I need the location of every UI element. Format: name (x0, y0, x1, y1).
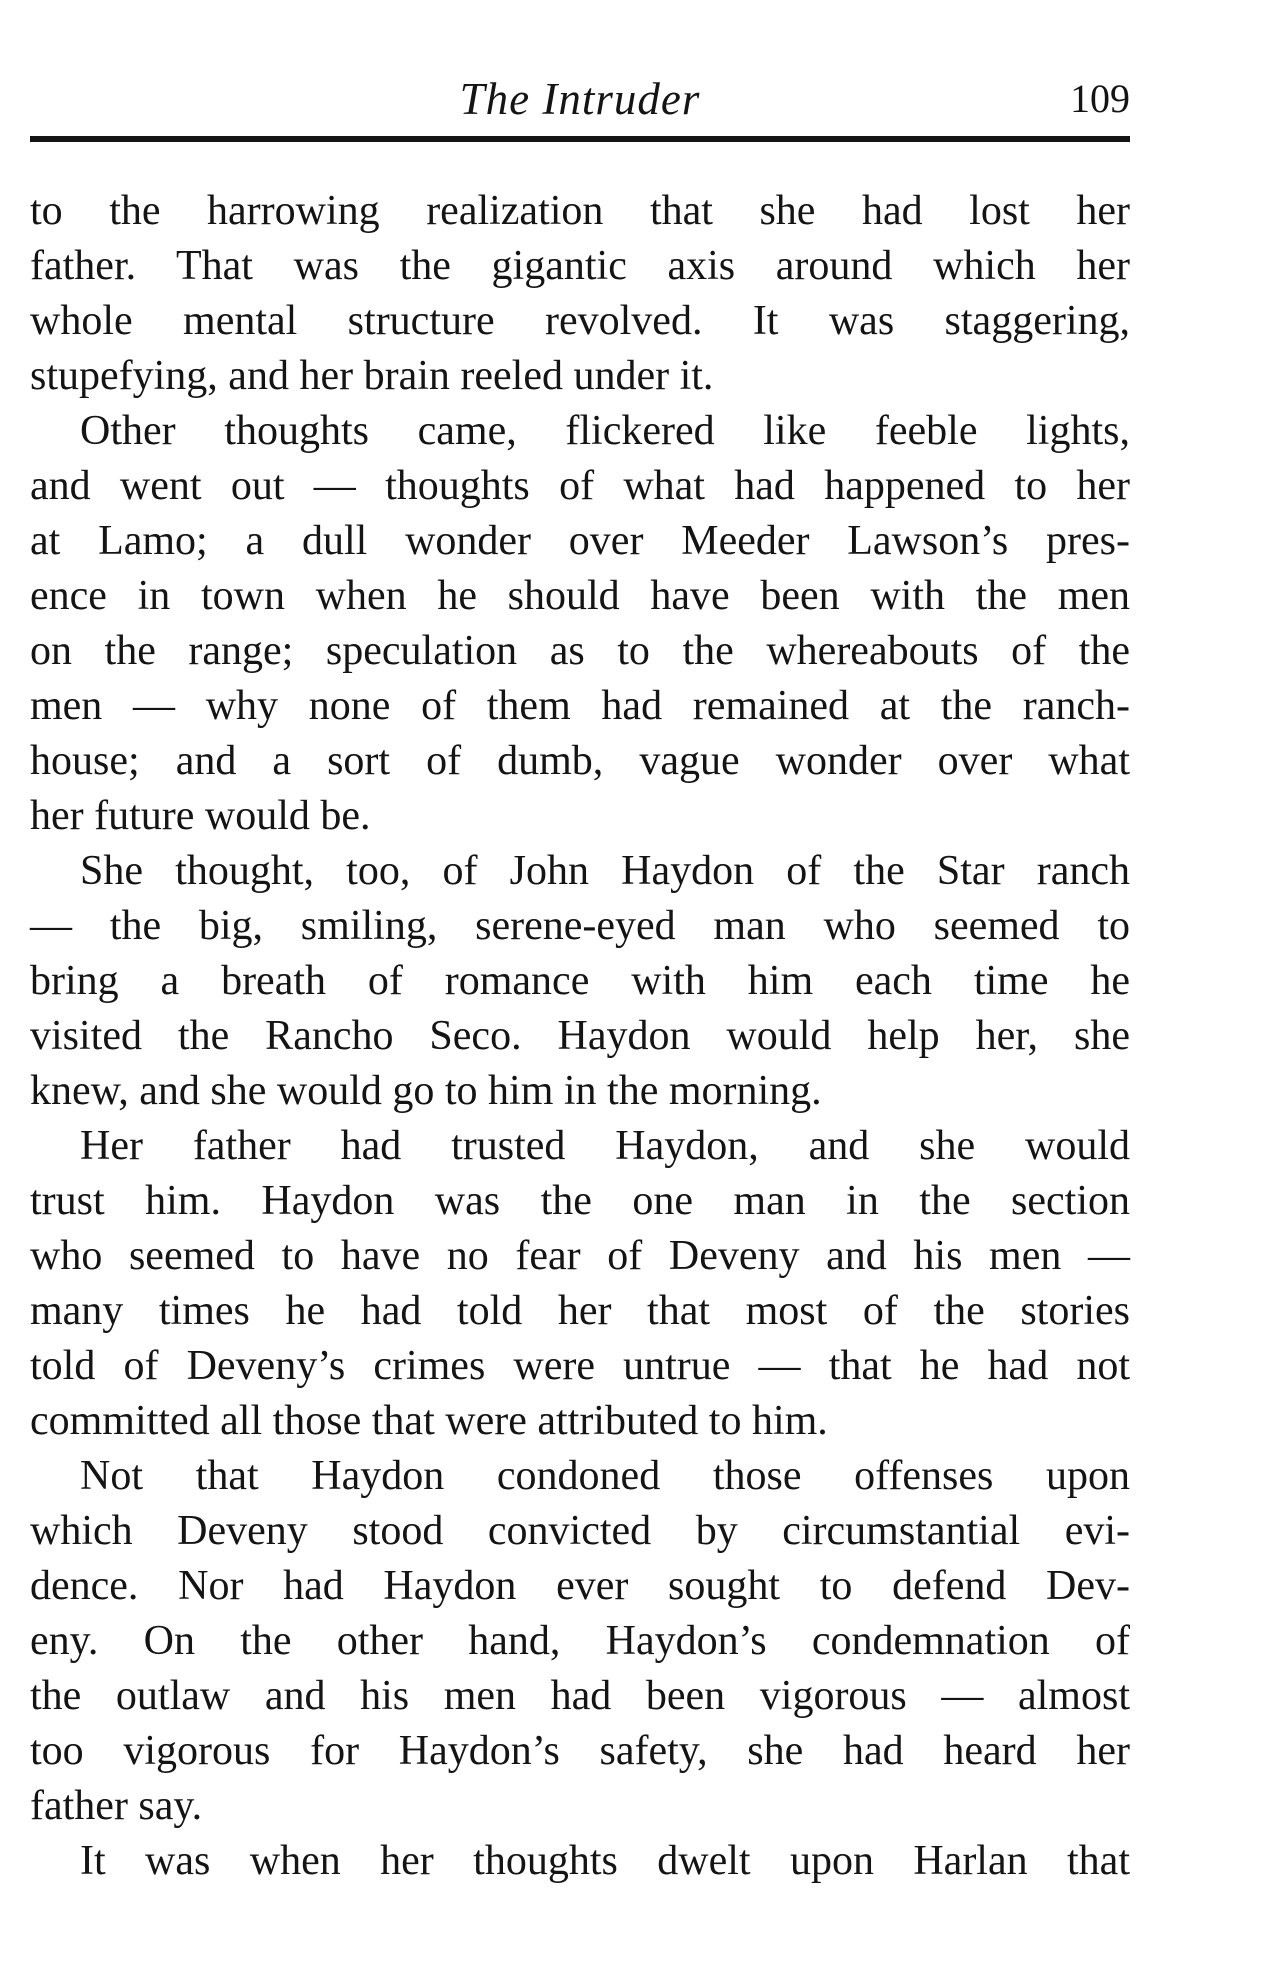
text-line: visited the Rancho Seco. Haydon would help her, she (30, 1013, 1130, 1059)
text-line: It was when her thoughts dwelt upon Harlan that (80, 1838, 1130, 1884)
text-line: her future would be. (30, 793, 371, 839)
text-line: trust him. Haydon was the one man in the section (30, 1178, 1130, 1224)
text-line: which Deveny stood convicted by circumstantial evi- (30, 1508, 1130, 1554)
text-line: too vigorous for Haydon’s safety, she had heard her (30, 1728, 1130, 1774)
body-text (30, 184, 1130, 1889)
text-line: whole mental structure revolved. It was staggering, (30, 298, 1130, 344)
text-line: men — why none of them had remained at the ranch- (30, 683, 1130, 729)
text-line: father say. (30, 1783, 203, 1829)
text-line: Her father had trusted Haydon, and she would (80, 1123, 1130, 1169)
text-line: the outlaw and his men had been vigorous — almost (30, 1673, 1130, 1719)
page-number: 109 (1070, 76, 1130, 121)
text-line: who seemed to have no fear of Deveny and his men — (30, 1233, 1130, 1279)
running-head (30, 70, 1130, 128)
text-line: stupefying, and her brain reeled under it. (30, 353, 714, 399)
running-title: The Intruder (459, 74, 701, 124)
text-line: eny. On the other hand, Haydon’s condemnation of (30, 1618, 1130, 1664)
text-line: to the harrowing realization that she had lost her (30, 188, 1130, 234)
text-line: many times he had told her that most of the stories (30, 1288, 1130, 1334)
text-line: — the big, smiling, serene-eyed man who seemed to (30, 903, 1130, 949)
text-line: on the range; speculation as to the whereabouts of the (30, 628, 1130, 674)
text-line: at Lamo; a dull wonder over Meeder Lawson’s pres- (30, 518, 1130, 564)
text-line: Other thoughts came, flickered like feeble lights, (80, 408, 1130, 454)
text-line: told of Deveny’s crimes were untrue — that he had not (30, 1343, 1130, 1389)
text-line: knew, and she would go to him in the morning. (30, 1068, 822, 1114)
text-line: ence in town when he should have been with the men (30, 573, 1130, 619)
text-line: Not that Haydon condoned those offenses upon (80, 1453, 1130, 1499)
text-line: father. That was the gigantic axis around which her (30, 243, 1130, 289)
header-rule (30, 136, 1130, 142)
text-line: house; and a sort of dumb, vague wonder over what (30, 738, 1130, 784)
text-line: bring a breath of romance with him each time he (30, 958, 1130, 1004)
text-line: and went out — thoughts of what had happened to her (30, 463, 1130, 509)
text-line: committed all those that were attributed to him. (30, 1398, 828, 1444)
text-line: dence. Nor had Haydon ever sought to defend Dev- (30, 1563, 1130, 1609)
text-line: She thought, too, of John Haydon of the Star ranch (80, 848, 1130, 894)
